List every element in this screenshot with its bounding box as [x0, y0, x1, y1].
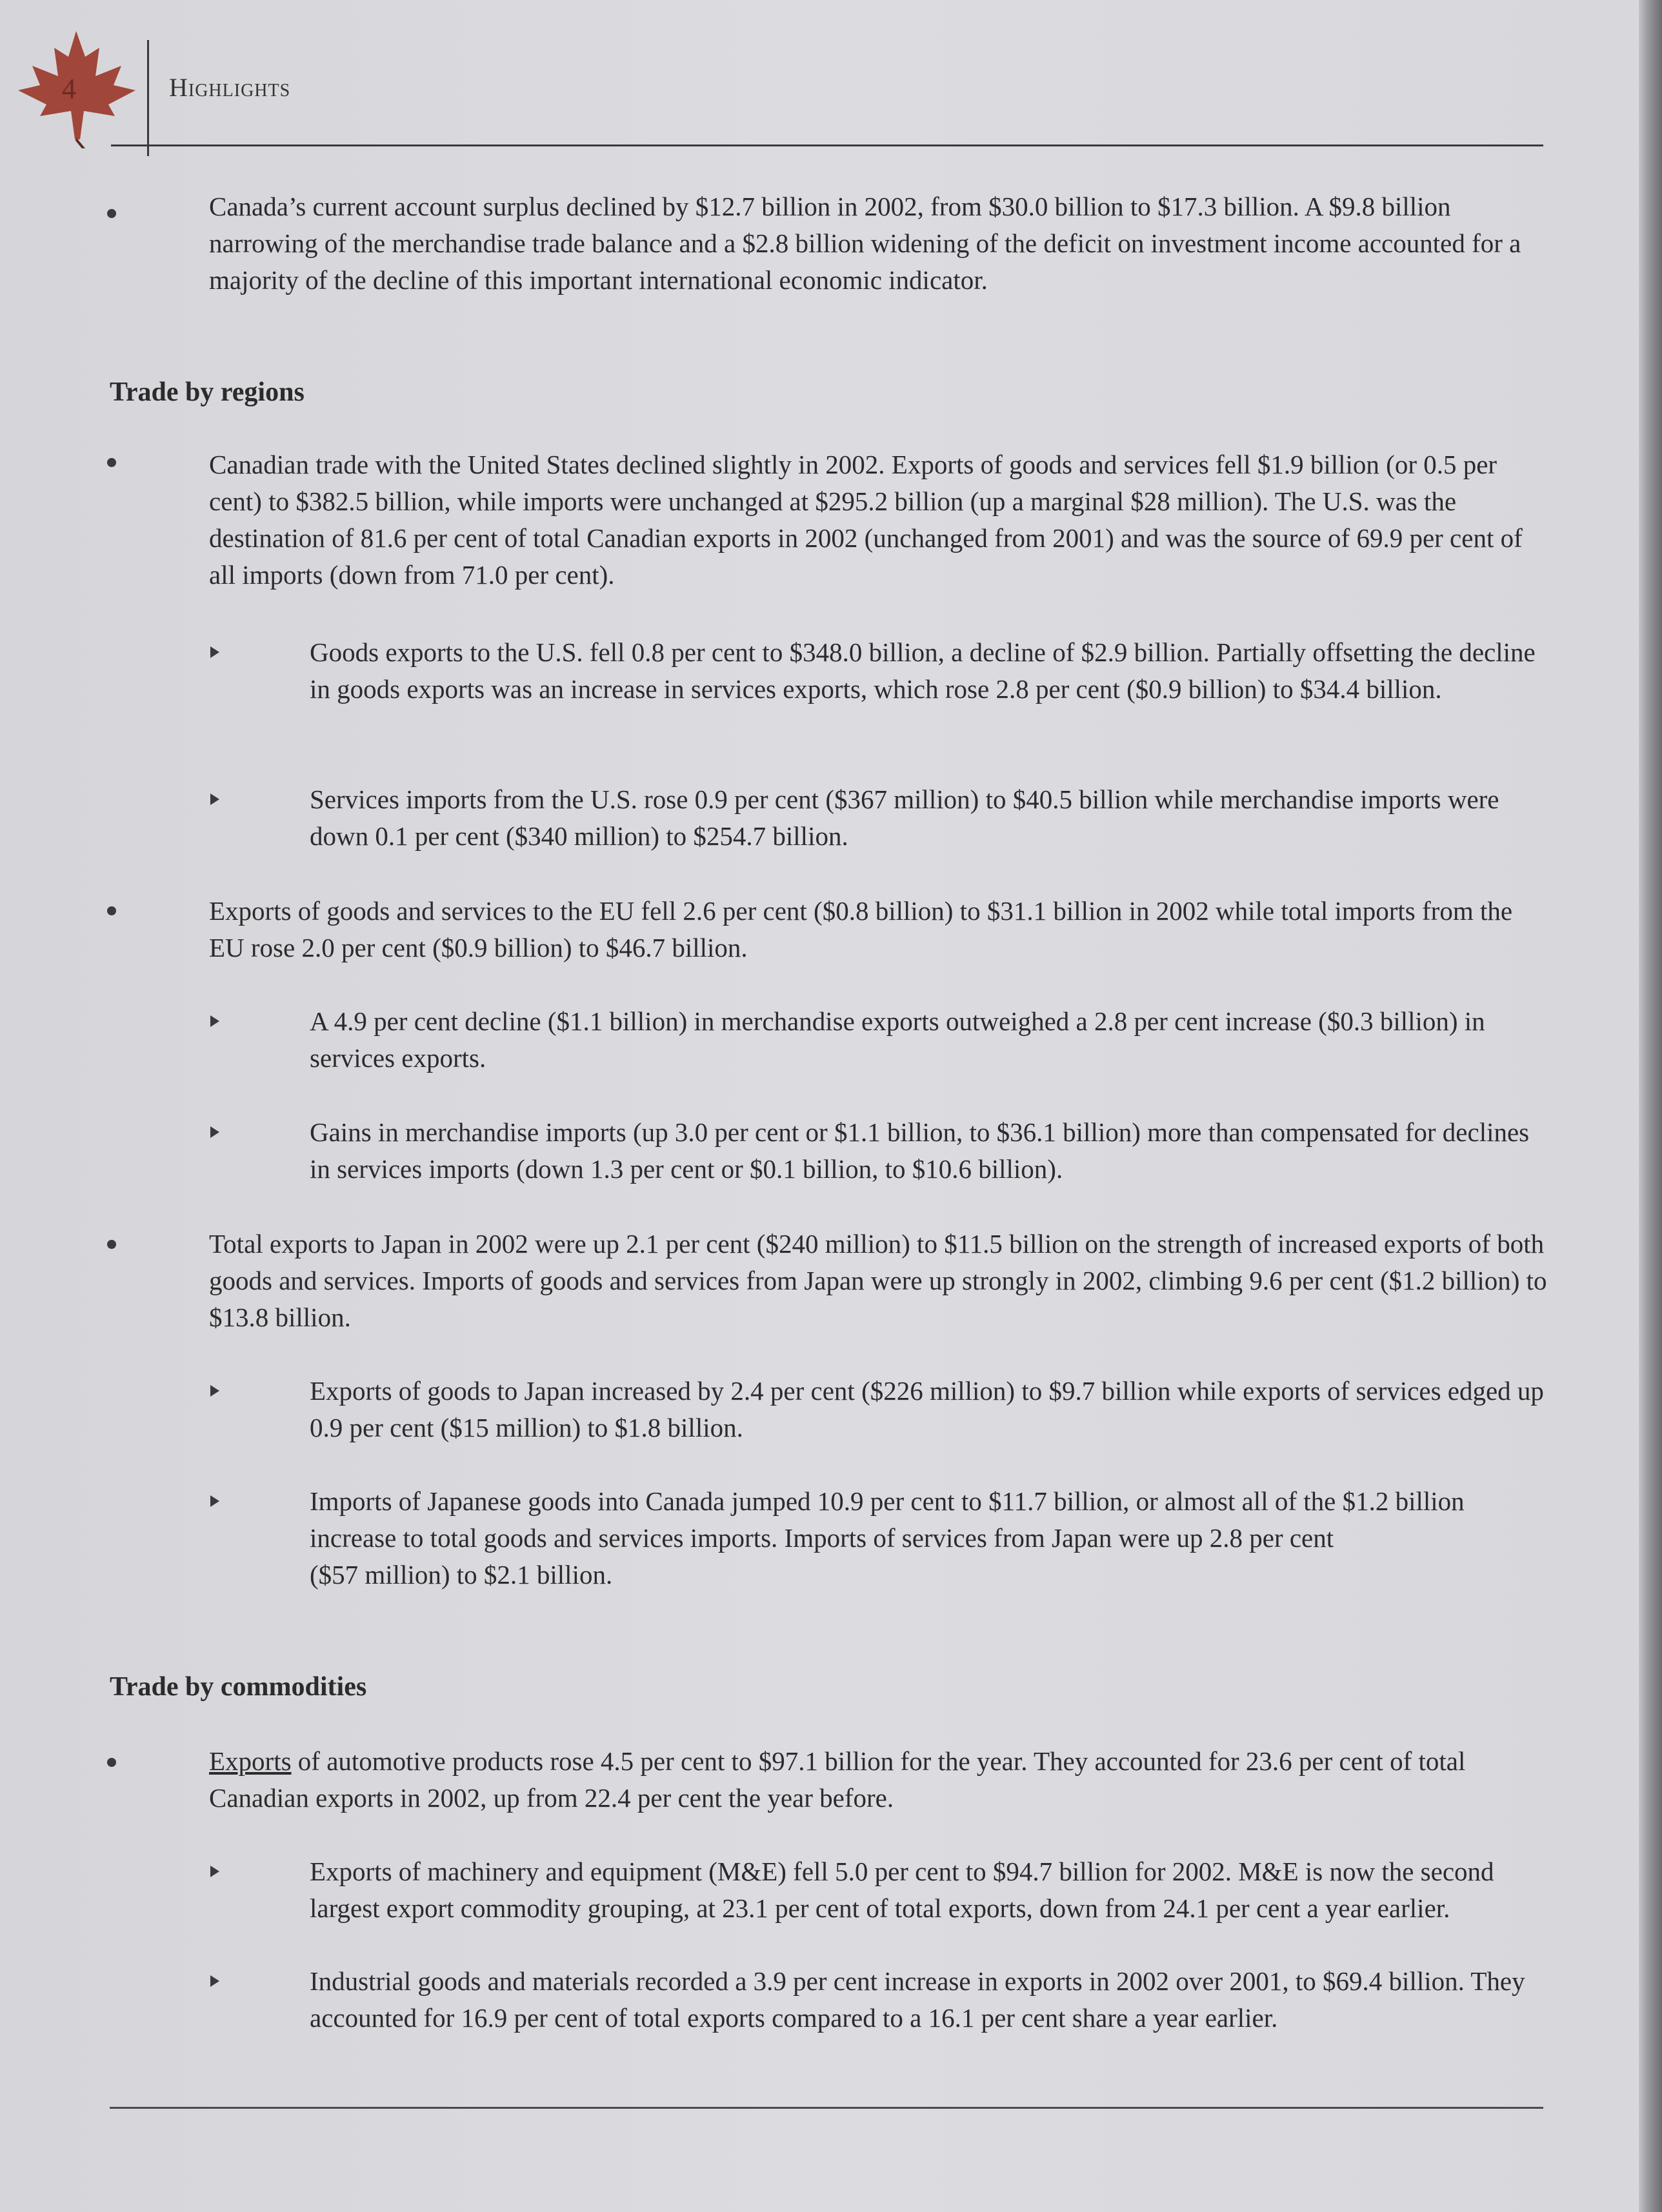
- japan-imports-text: Imports of Japanese goods into Canada jumped 10.9 per cent to $11.7 billion, or almost all of the $1.2 billion increase to total goods and services imports. Imports of services from Japan were up 2.8 per cent: [310, 1486, 1465, 1553]
- eu-merchandise-imports-paragraph: Gains in merchandise imports (up 3.0 per cent or $1.1 billion, to $36.1 billion) more than compensated for declines in services imports (down 1.3 per cent or $0.1 billion, to $10.6 billion).: [310, 1117, 1530, 1184]
- arrow-bullet-icon: [210, 646, 219, 658]
- industrial-goods-paragraph: Industrial goods and materials recorded a 3.9 per cent increase in exports in 2002 over 2001, to $69.4 billion. They accounted for 16.9 per cent of total exports compared to a 16.1 per cent share a year earlier.: [310, 1966, 1525, 2033]
- bullet-dot: [107, 458, 116, 467]
- us-services-imports-paragraph: Services imports from the U.S. rose 0.9 per cent ($367 million) to $40.5 billion while merchandise imports were down 0.1 per cent ($340 million) to $254.7 billion.: [310, 784, 1499, 851]
- footer-rule: [110, 2107, 1543, 2109]
- eu-merchandise-exports-paragraph: A 4.9 per cent decline ($1.1 billion) in merchandise exports outweighed a 2.8 per cent increase ($0.3 billion) in services exports.: [310, 1006, 1485, 1073]
- us-goods-exports-paragraph: Goods exports to the U.S. fell 0.8 per cent to $348.0 billion, a decline of $2.9 billion. Partially offsetting the decline in goods exports was an increase in services exports, which rose 2.8 per cent ($0.9 billion) to $34.4 billion.: [310, 637, 1536, 704]
- bullet-dot: [107, 1758, 116, 1767]
- header-divider: [147, 40, 149, 156]
- japan-exports-paragraph: Exports of goods to Japan increased by 2.4 per cent ($226 million) to $9.7 billion while exports of services edged up 0.9 per cent ($15 million) to $1.8 billion.: [310, 1376, 1544, 1442]
- eu-trade-paragraph: Exports of goods and services to the EU fell 2.6 per cent ($0.8 billion) to $31.1 billion in 2002 while total imports from the EU rose 2.0 per cent ($0.9 billion) to $46.7 billion.: [209, 896, 1513, 962]
- arrow-bullet-icon: [210, 1015, 219, 1027]
- arrow-bullet-icon: [210, 793, 219, 805]
- arrow-bullet-icon: [210, 1495, 219, 1507]
- arrow-bullet-icon: [210, 1385, 219, 1397]
- us-trade-paragraph: Canadian trade with the United States declined slightly in 2002. Exports of goods and services fell $1.9 billion (or 0.5 per cent) to $382.5 billion, while imports were unchanged at $295.2 billion (up a marginal $28 million). The U.S. was the destination of 81.6 per cent of total Canadian exports in 2002 (unchanged from 2001) and was the source of 69.9 per cent of all imports (down from 71.0 per cent).: [209, 450, 1523, 590]
- arrow-bullet-icon: [210, 1126, 219, 1138]
- automotive-exports-text: of automotive products rose 4.5 per cent to $97.1 billion for the year. They accounted for 23.6 per cent of total Canadian exports in 2002, up from 22.4 per cent the year before.: [209, 1746, 1466, 1813]
- bullet-dot: [107, 906, 116, 915]
- bullet-dot: [107, 209, 116, 218]
- page-number: 4: [62, 73, 76, 105]
- automotive-exports-paragraph: [209, 1743, 1551, 1817]
- heading-trade-by-commodities: Trade by commodities: [110, 1672, 367, 1702]
- maple-leaf-icon: [12, 26, 141, 148]
- book-spine: [1639, 0, 1662, 2212]
- current-account-paragraph: Canada’s current account surplus declined by $12.7 billion in 2002, from $30.0 billion to $17.3 billion. A $9.8 billion narrowing of the merchandise trade balance and a $2.8 billion widening of the deficit on investment income accounted for a majority of the decline of this important international economic indicator.: [209, 192, 1521, 295]
- section-title: Highlights: [169, 73, 291, 102]
- japan-trade-paragraph: Total exports to Japan in 2002 were up 2.1 per cent ($240 million) to $11.5 billion on the strength of increased exports of both goods and services. Imports of goods and services from Japan were up strongly in 2002, climbing 9.6 per cent ($1.2 billion) to $13.8 billion.: [209, 1229, 1547, 1332]
- japan-imports-paragraph: [310, 1483, 1548, 1593]
- heading-trade-by-regions: Trade by regions: [110, 377, 305, 407]
- exports-underlined: Exports: [209, 1746, 292, 1776]
- machinery-equipment-paragraph: Exports of machinery and equipment (M&E) fell 5.0 per cent to $94.7 billion for 2002. M&E is now the second largest export commodity grouping, at 23.1 per cent of total exports, down from 24.1 per cent a year earlier.: [310, 1857, 1494, 1923]
- bullet-dot: [107, 1240, 116, 1249]
- arrow-bullet-icon: [210, 1975, 219, 1987]
- arrow-bullet-icon: [210, 1866, 219, 1877]
- header-rule: [111, 144, 1543, 146]
- japan-imports-text-end: ($57 million) to $2.1 billion.: [310, 1560, 613, 1589]
